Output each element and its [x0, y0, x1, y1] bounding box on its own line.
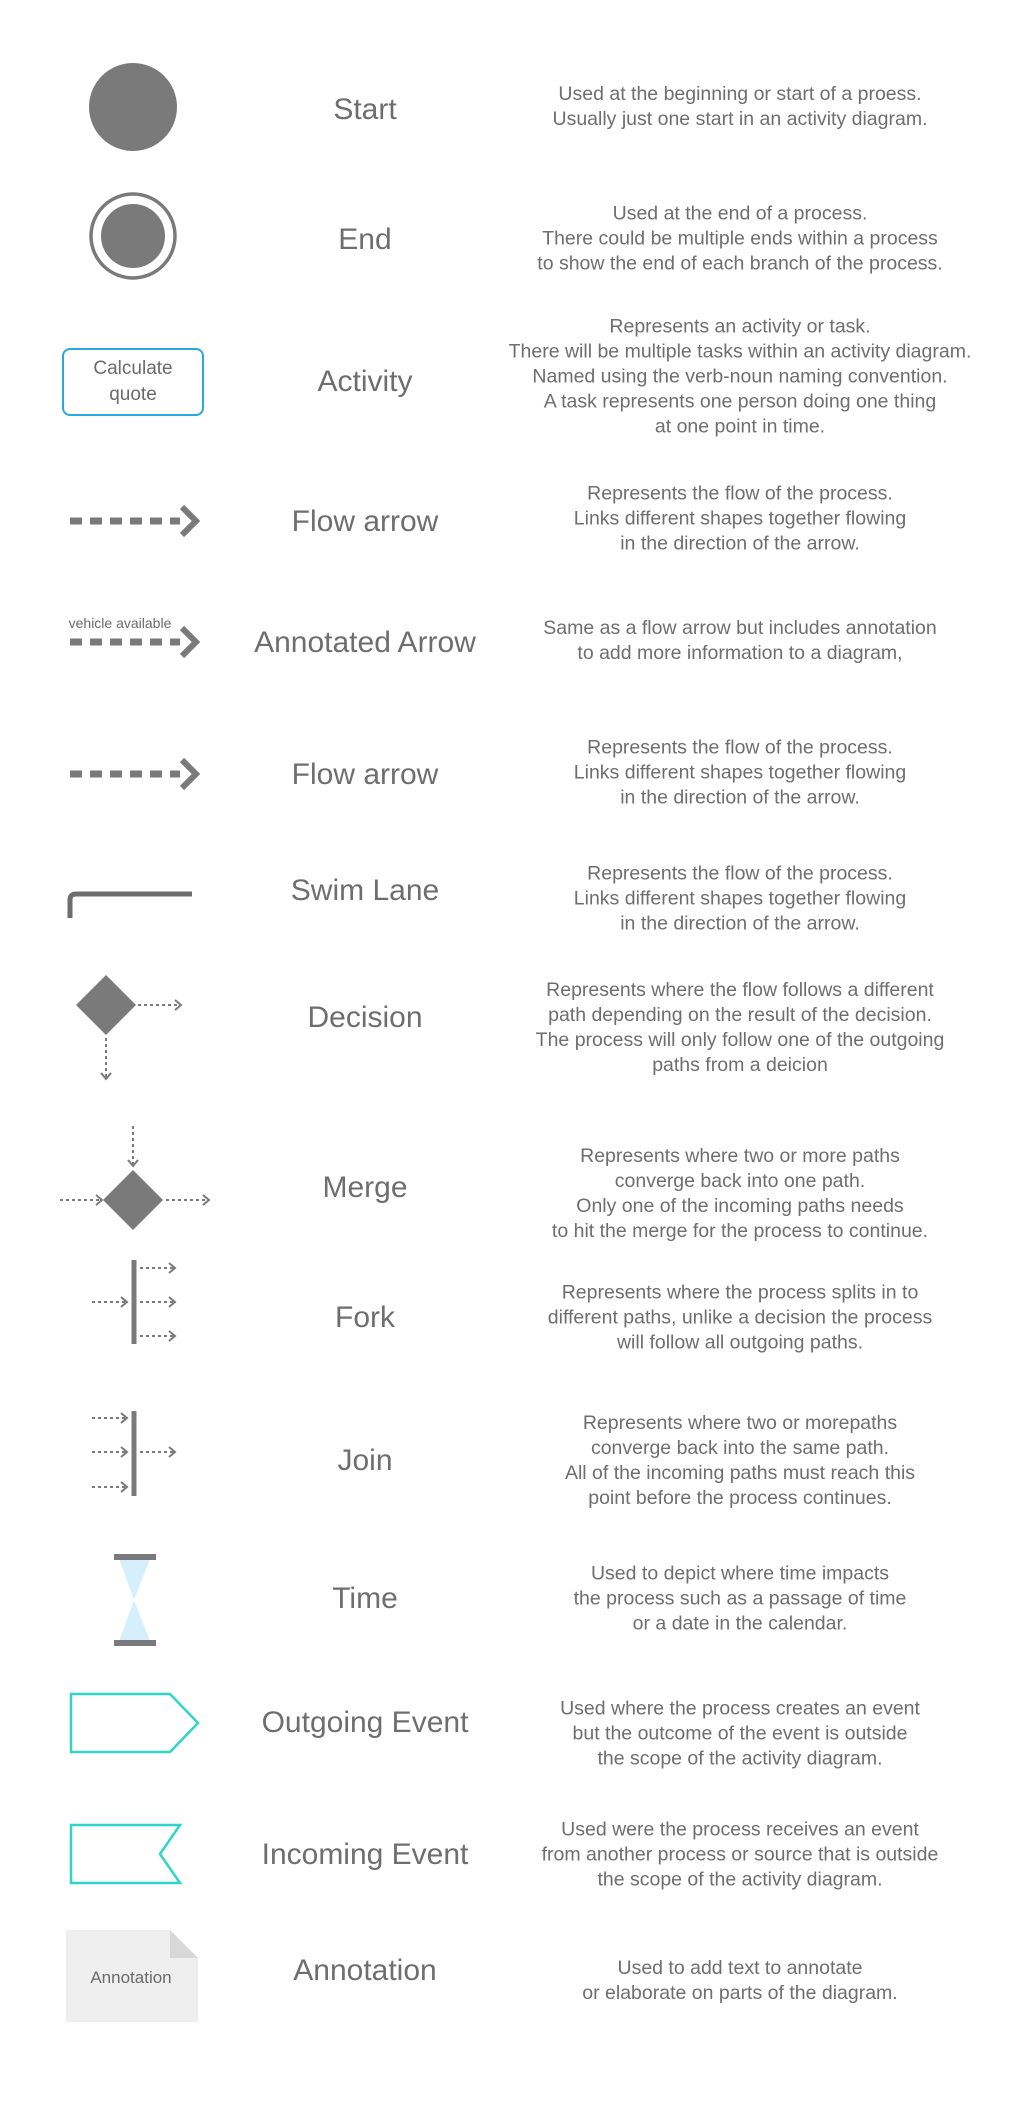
annotation-note-icon — [0, 0, 300, 2100]
symbol-description: Used were the process receives an event from another process or source that is outside the scope of the activity diagram. — [541, 1818, 939, 1891]
symbol-description: Used to depict where time impacts the process such as a passage of time or a date in the calendar. — [573, 1562, 907, 1635]
symbol-name: Flow arrow — [291, 505, 439, 538]
symbol-name: Fork — [335, 1301, 395, 1334]
symbol-name: Time — [332, 1582, 398, 1615]
symbol-description: Represents the flow of the process. Links different shapes together flowing in the direction of the arrow. — [573, 736, 907, 809]
symbol-name: Annotated Arrow — [254, 626, 476, 659]
annotation-note-label: Annotation — [90, 1968, 172, 1987]
symbol-name: Swim Lane — [290, 874, 440, 907]
symbol-description: Same as a flow arrow but includes annotation to add more information to a diagram, — [543, 617, 937, 664]
symbol-description: Used where the process creates an event but the outcome of the event is outside the scope of the activity diagram. — [560, 1697, 920, 1770]
symbol-name: Outgoing Event — [261, 1706, 469, 1739]
symbol-name: Activity — [317, 365, 413, 398]
symbol-name: Incoming Event — [261, 1838, 469, 1871]
symbol-name: Merge — [322, 1171, 408, 1204]
symbol-description: Represents where the process splits in to different paths, unlike a decision the process will follow all outgoing paths. — [547, 1281, 933, 1354]
activity-box-icon: Calculate quote — [62, 348, 204, 416]
symbol-name: Flow arrow — [291, 758, 439, 791]
symbol-name: Annotation — [293, 1954, 437, 1987]
symbol-description: Represents where the flow follows a different path depending on the result of the decision. The process will only follow one of the outgoing paths from a deicion — [535, 979, 945, 1076]
symbol-description: Represents an activity or task. There will be multiple tasks within an activity diagram. Named using the verb-noun naming convention. A task represents one person doing one thing at one point in time. — [508, 315, 972, 438]
symbol-description: Used at the end of a process. There could be multiple ends within a process to show the end of each branch of the process. — [537, 202, 943, 275]
arrow-annotation-label: vehicle available — [68, 615, 172, 631]
symbol-name: End — [338, 223, 392, 256]
symbol-name: Decision — [307, 1001, 423, 1034]
symbol-description: Represents the flow of the process. Links different shapes together flowing in the direction of the arrow. — [573, 482, 907, 555]
symbol-description: Used to add text to annotate or elaborate on parts of the diagram. — [582, 1957, 898, 2004]
symbol-description: Represents where two or morepaths converge back into the same path. All of the incoming paths must reach this point before the process continues. — [564, 1412, 916, 1509]
symbol-description: Represents where two or more paths converge back into one path. Only one of the incoming paths needs to hit the merge for the process to continue. — [551, 1145, 929, 1242]
symbol-name: Start — [333, 93, 397, 126]
symbol-description: Used at the beginning or start of a proess. Usually just one start in an activity diagram. — [552, 83, 928, 130]
symbol-name: Join — [337, 1444, 393, 1477]
symbol-description: Represents the flow of the process. Links different shapes together flowing in the direction of the arrow. — [573, 862, 907, 935]
